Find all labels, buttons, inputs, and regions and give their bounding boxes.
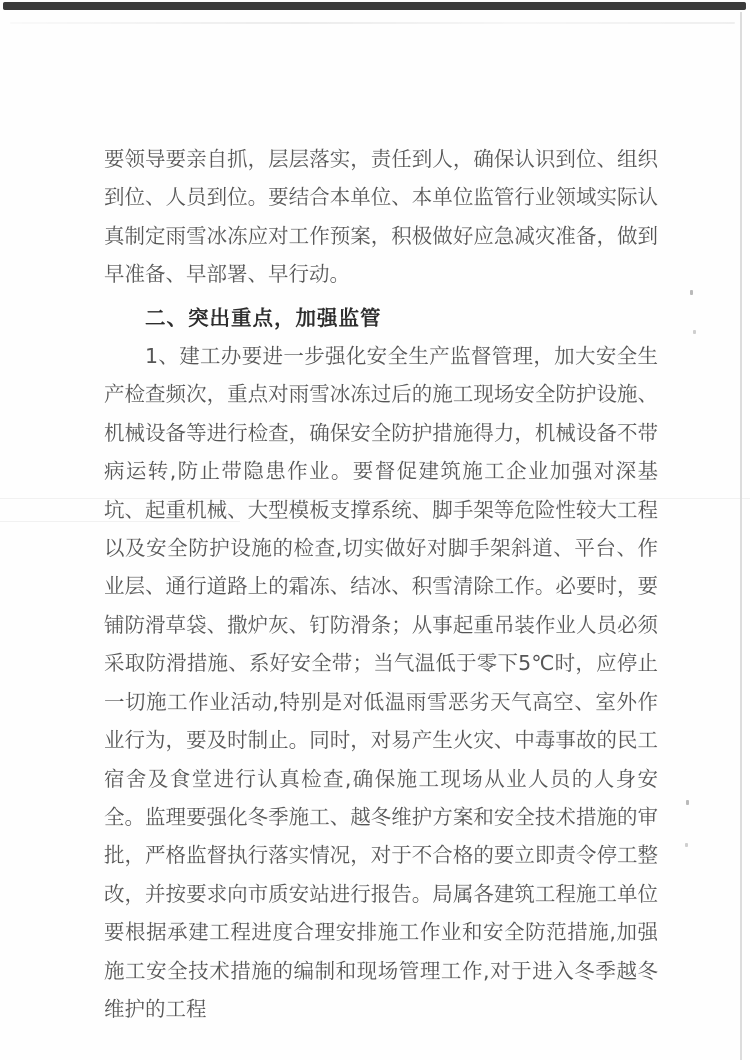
document-text-block (104, 140, 658, 1028)
scan-edge-right-line (740, 12, 742, 1060)
paragraph-body: 1、建工办要进一步强化安全生产监督管理，加大安全生产检查频次，重点对雨雪冰冻过后的施工现场安全防护设施、机械设备等进行检查，确保安全防护措施得力，机械设备不带病运转,防止带隐患作业。要督促建筑施工企业加强对深基坑、起重机械、大型模板支撑系统、脚手架等危险性较大工程以及安全防护设施的检查,切实做好对脚手架斜道、平台、作业层、通行道路上的霜冻、结冰、积雪清除工作。必要时，要铺防滑草袋、撒炉灰、钉防滑条；从事起重吊装作业人员必须采取防滑措施、系好安全带；当气温低于零下5℃时，应停止一切施工作业活动,特别是对低温雨雪恶劣天气高空、室外作业行为，要及时制止。同时，对易产生火灾、中毒事故的民工宿舍及食堂进行认真检查,确保施工现场从业人员的人身安全。监理要强化冬季施工、越冬维护方案和安全技术措施的审批，严格监督执行落实情况，对于不合格的要立即责令停工整改，并按要求向市质安站进行报告。局属各建筑工程施工单位要根据承建工程进度合理安排施工作业和安全防范措施,加强施工安全技术措施的编制和现场管理工作,对于进入冬季越冬维护的工程 (104, 344, 658, 1021)
scan-speck (693, 330, 696, 334)
scan-speck (690, 290, 693, 295)
scan-smudge-line (10, 22, 735, 24)
scan-edge-top-bar (3, 2, 746, 10)
paragraph-continuation: 要领导要亲自抓，层层落实，责任到人，确保认识到位、组织到位、人员到位。要结合本单位、本单位监管行业领域实际认真制定雨雪冰冻应对工作预案，积极做好应急减灾准备，做到早准备、早部署、早行动。 (104, 147, 658, 287)
section-heading: 二、突出重点，加强监管 (145, 305, 382, 330)
scan-speck (685, 843, 688, 847)
scan-speck (686, 800, 689, 805)
